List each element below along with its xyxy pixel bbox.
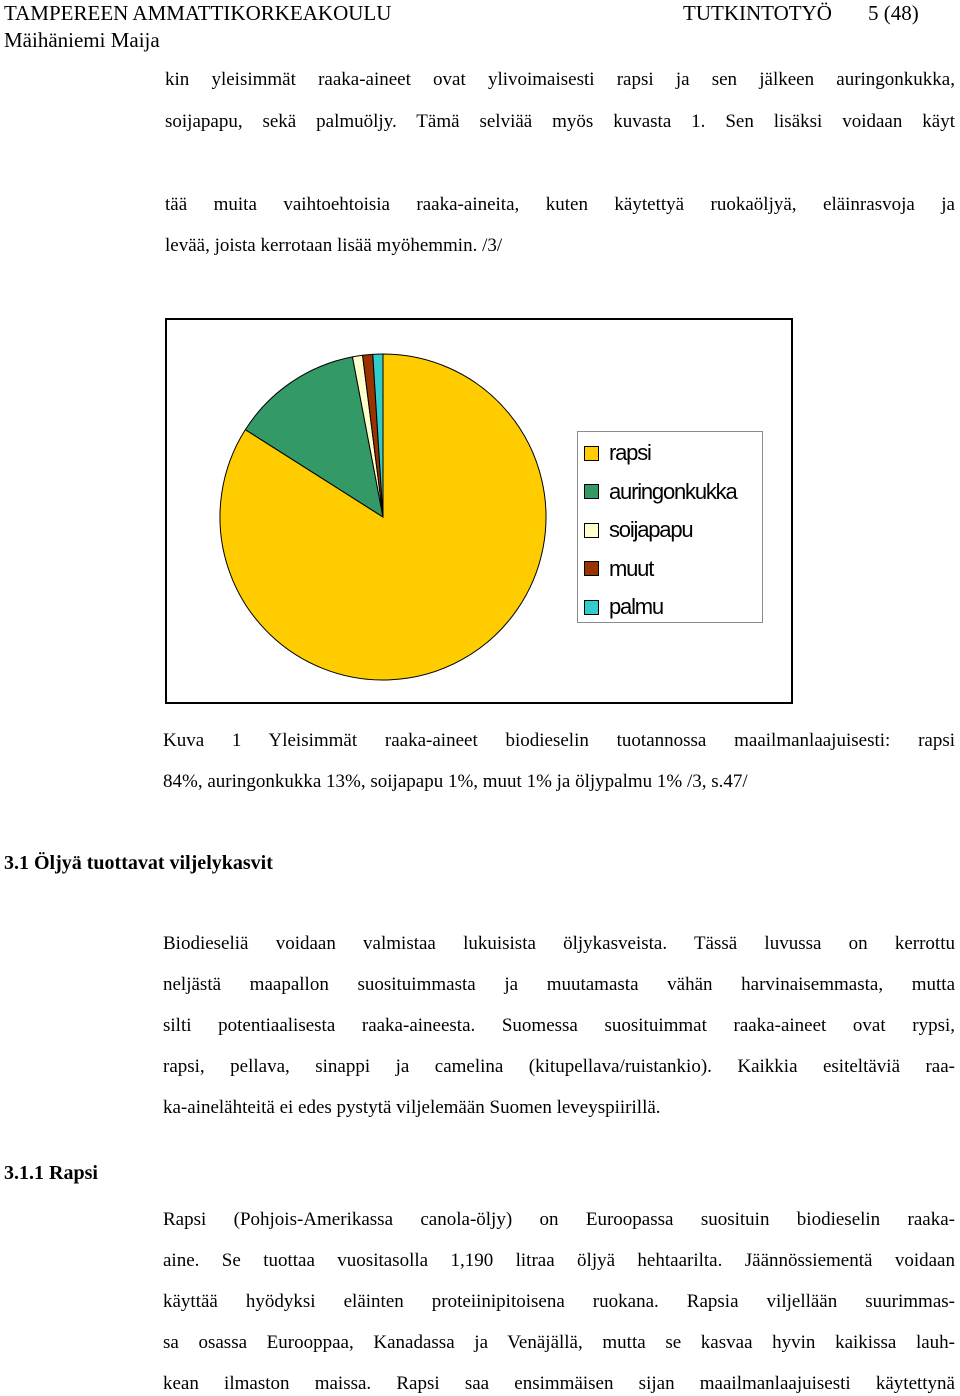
intro-line: tää muita vaihtoehtoisia raaka-aineita, kuten käytettyä ruokaöljyä, eläinrasvoja ja — [165, 194, 955, 215]
legend-item-muut — [584, 556, 653, 582]
paragraph-line: silti potentiaalisesta raaka-aineesta. Suomessa suosituimmat raaka-aineet ovat rypsi, — [163, 1015, 955, 1036]
intro-line: levää, joista kerrotaan lisää myöhemmin. /3/ — [165, 235, 503, 256]
figure-caption-line: 84%, auringonkukka 13%, soijapapu 1%, muut 1% ja öljypalmu 1% /3, s.47/ — [163, 771, 748, 792]
legend-label: soijapapu — [609, 517, 693, 542]
paragraph-line: käyttää hyödyksi eläinten proteiinipitoisena ruokana. Rapsia viljellään suurimmas- — [163, 1291, 955, 1312]
legend-item-auringonkukka — [584, 479, 737, 505]
pie-chart-figure — [165, 318, 793, 704]
legend-item-palmu — [584, 594, 663, 620]
intro-line: soijapapu, sekä palmuöljy. Tämä selviää myös kuvasta 1. Sen lisäksi voidaan käyt — [165, 111, 955, 132]
legend-item-soijapapu — [584, 517, 692, 543]
header-doc-type: TUTKINTOTYÖ — [683, 1, 832, 25]
legend-label: rapsi — [609, 440, 651, 465]
figure-caption-line: Kuva 1 Yleisimmät raaka-aineet biodieselin tuotannossa maailmanlaajuisesti: rapsi — [163, 730, 955, 751]
legend-swatch — [584, 561, 599, 576]
paragraph-line: ka-ainelähteitä ei edes pystytä viljelemään Suomen leveyspiirillä. — [163, 1097, 661, 1118]
paragraph-line: kean ilmaston maissa. Rapsi saa ensimmäisen sijan maailmanlaajuisesti käytettynä — [163, 1373, 955, 1394]
legend-swatch — [584, 600, 599, 615]
legend-swatch — [584, 523, 599, 538]
section-heading-3-1: 3.1 Öljyä tuottavat viljelykasvit — [4, 852, 273, 874]
paragraph-line: Biodieseliä voidaan valmistaa lukuisista öljykasveista. Tässä luvussa on kerrottu — [163, 933, 955, 954]
header-author: Mäihäniemi Maija — [4, 28, 160, 52]
section-heading-3-1-1: 3.1.1 Rapsi — [4, 1162, 98, 1184]
header-page-number: 5 (48) — [868, 1, 919, 25]
paragraph-line: sa osassa Eurooppaa, Kanadassa ja Venäjällä, mutta se kasvaa hyvin kaikissa lauh- — [163, 1332, 955, 1353]
legend-swatch — [584, 484, 599, 499]
chart-legend — [577, 431, 763, 623]
paragraph-line: Rapsi (Pohjois-Amerikassa canola-öljy) on Euroopassa suosituin biodieselin raaka- — [163, 1209, 955, 1230]
header-school: TAMPEREEN AMMATTIKORKEAKOULU — [4, 1, 392, 25]
paragraph-line: neljästä maapallon suosituimmasta ja muutamasta vähän harvinaisemmasta, mutta — [163, 974, 955, 995]
legend-label: muut — [609, 555, 654, 581]
intro-line: kin yleisimmät raaka-aineet ovat ylivoimaisesti rapsi ja sen jälkeen auringonkukka, — [165, 69, 955, 90]
legend-item-rapsi — [584, 440, 651, 466]
paragraph-line: aine. Se tuottaa vuositasolla 1,190 litraa öljyä hehtaarilta. Jäännössiementä voidaan — [163, 1250, 955, 1271]
paragraph-line: rapsi, pellava, sinappi ja camelina (kitupellava/ruistankio). Kaikkia esiteltäviä raa- — [163, 1056, 955, 1077]
legend-swatch — [584, 446, 599, 461]
legend-label: palmu — [609, 594, 663, 619]
legend-label: auringonkukka — [609, 478, 737, 504]
